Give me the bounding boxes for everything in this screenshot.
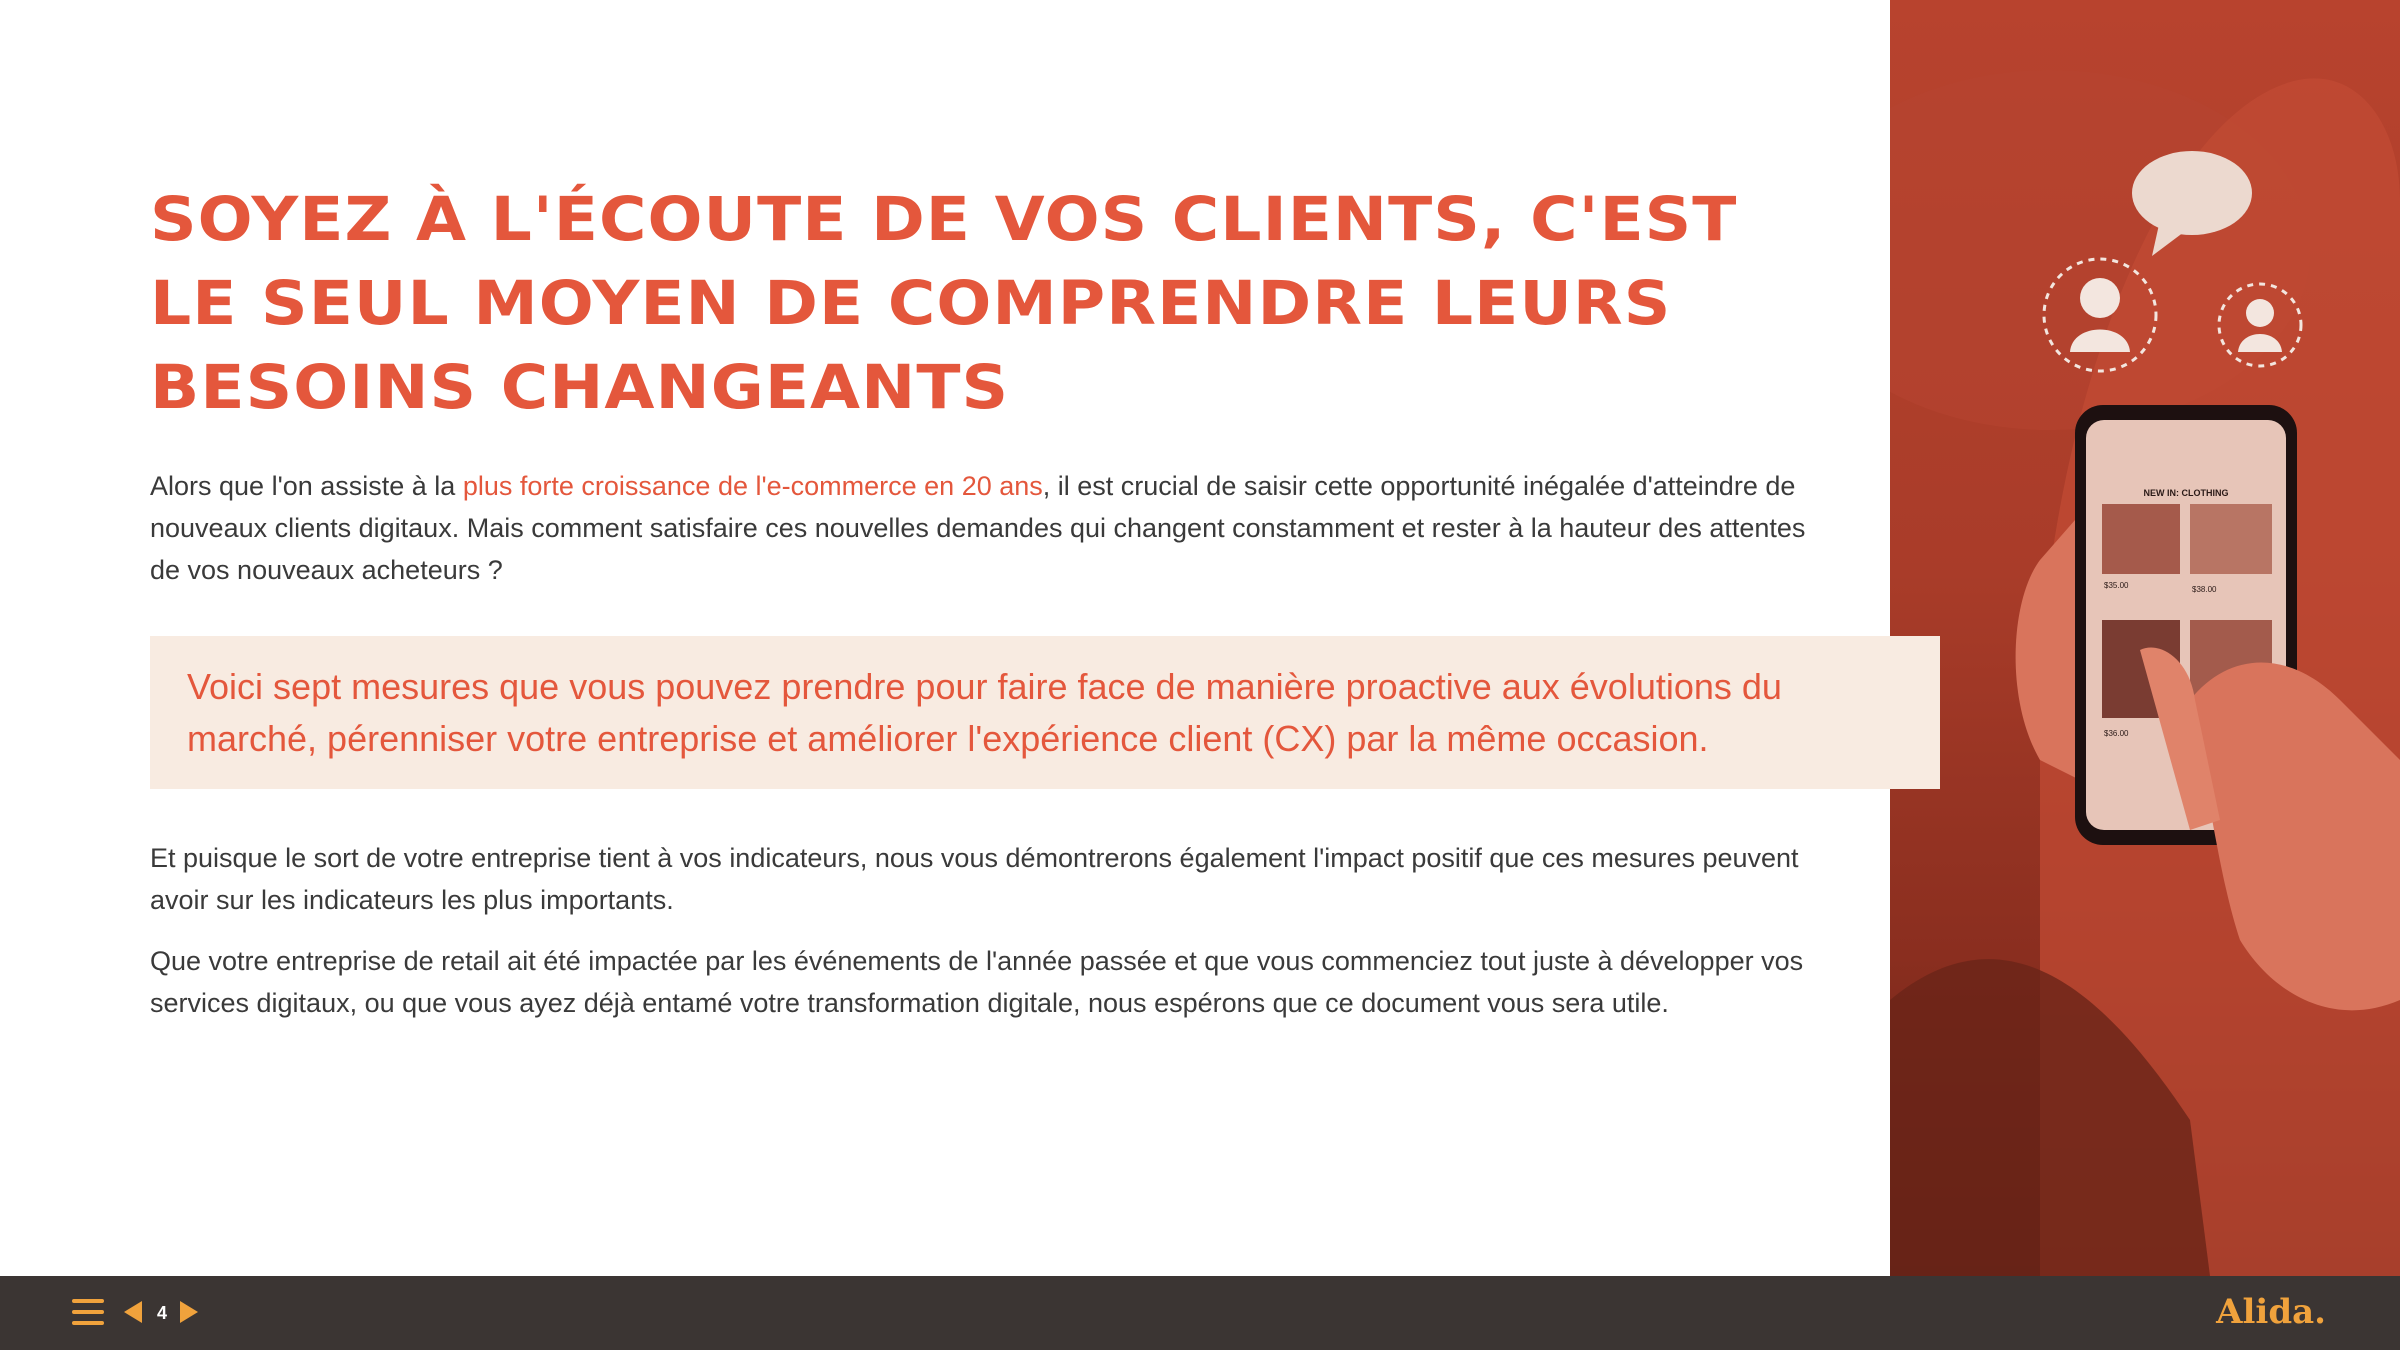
brand-logo: Alida. <box>2216 1292 2326 1332</box>
metrics-paragraph: Et puisque le sort de votre entreprise tient à vos indicateurs, nous vous démontrerons également l'impact positif que ces mesures peuvent avoir sur les indicateurs les plus importants. <box>150 843 1799 915</box>
intro-text: Alors que l'on assiste à la <box>150 471 463 501</box>
hero-photo <box>1890 0 2400 1276</box>
title-line: SOYEZ À L'ÉCOUTE DE VOS CLIENTS, C'EST <box>150 184 1738 255</box>
ecommerce-growth-link[interactable]: plus forte croissance de l'e-commerce en 20 ans <box>462 471 1043 501</box>
next-page-icon[interactable] <box>180 1301 198 1323</box>
page-title <box>150 178 1973 430</box>
closing-paragraph: Que votre entreprise de retail ait été impactée par les événements de l'année passée et que vous commenciez tout juste à développer vos services digitaux, ou que vous ayez déjà entamé votre transformation digitale, nous espérons que ce document vous sera utile. <box>150 946 1804 1018</box>
phone-screen-header: NEW IN: CLOTHING <box>2143 488 2229 498</box>
prev-page-icon[interactable] <box>124 1301 142 1323</box>
intro-text-continued: , il est crucial de saisir cette opportunité inégalée d'atteindre de nouveaux clients digitaux. Mais comment satisfaire ces nouvelles demandes qui changent constamment et rester à la hauteur des attentes de vos nouveaux acheteurs ? <box>150 471 1806 585</box>
key-message-callout <box>150 636 1940 789</box>
title-line: BESOINS CHANGEANTS <box>150 352 1010 423</box>
page-number: 4 <box>156 1303 167 1323</box>
phone-price: $35.00 <box>2104 581 2129 590</box>
intro-paragraph <box>150 465 1830 591</box>
phone-price: $36.00 <box>2104 729 2129 738</box>
menu-icon[interactable] <box>72 1295 104 1329</box>
navigation-footer <box>0 1276 2400 1350</box>
phone-price: $38.00 <box>2192 585 2217 594</box>
callout-text: Voici sept mesures que vous pouvez prendre pour faire face de manière proactive aux évolutions du marché, pérenniser votre entreprise et améliorer l'expérience client (CX) par la même occasion. <box>187 666 1782 759</box>
title-line: LE SEUL MOYEN DE COMPRENDRE LEURS <box>150 268 1672 339</box>
